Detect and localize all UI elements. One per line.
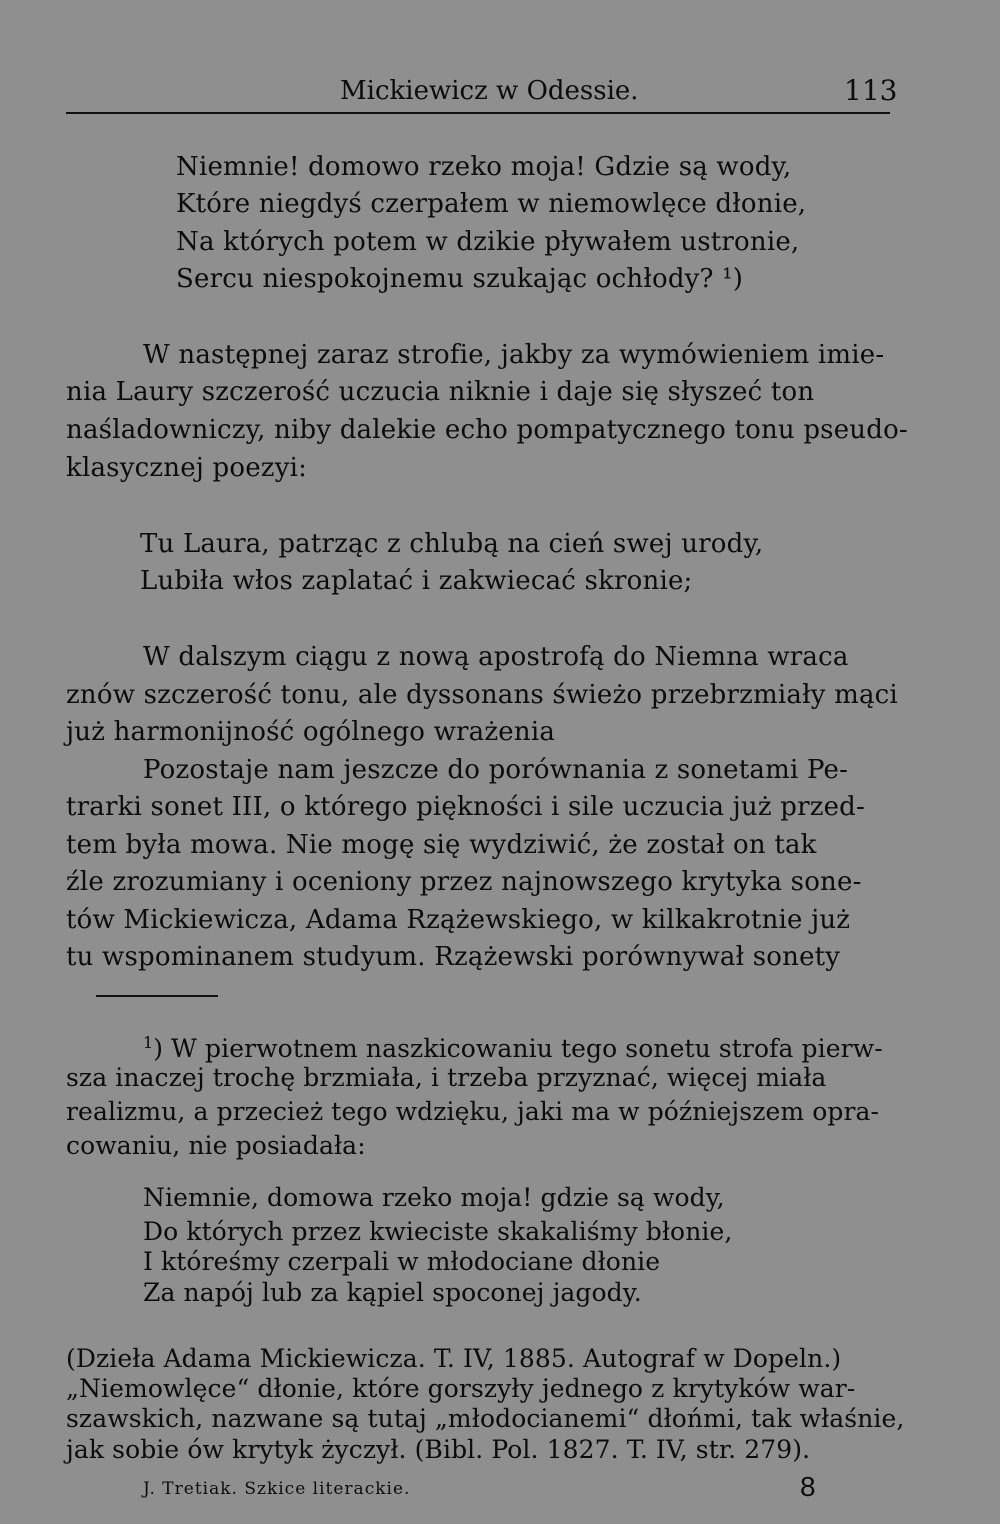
- paragraph-line: znów szczerość tonu, ale dyssonans świeżo przebrzmiały mąci: [66, 680, 898, 710]
- footnote-line: „Niemowlęce“ dłonie, które gorszyły jednego z krytyków war-: [66, 1374, 856, 1403]
- footnote-reference: ¹): [722, 264, 744, 294]
- footnote-line: (Dzieła Adama Mickiewicza. T. IV, 1885. Autograf w Dopeln.): [66, 1344, 842, 1373]
- paragraph-line: źle zrozumiany i oceniony przez najnowszego krytyka sone-: [66, 867, 862, 897]
- footnote-line: cowaniu, nie posiadała:: [66, 1131, 366, 1160]
- page-number: 113: [844, 74, 898, 107]
- paragraph-line: nia Laury szczerość uczucia niknie i daje się słyszeć ton: [66, 377, 815, 407]
- paragraph-line: W dalszym ciągu z nową apostrofą do Niemna wraca: [143, 642, 849, 672]
- poem-line: [176, 262, 743, 296]
- running-title: Mickiewicz w Odessie.: [340, 76, 639, 106]
- poem-line: Na których potem w dzikie pływałem ustronie,: [176, 227, 800, 257]
- paragraph-line: klasycznej poezyi:: [66, 453, 308, 483]
- header-rule: [66, 112, 890, 114]
- paragraph-line: tem była mowa. Nie mogę się wydziwić, że został on tak: [66, 830, 817, 860]
- poem-line-text: Sercu niespokojnemu szukając ochłody?: [176, 264, 714, 294]
- paragraph-line: tów Mickiewicza, Adama Rzążewskiego, w kilkakrotnie już: [66, 905, 851, 935]
- footnote-line-text: ) W pierwotnem naszkicowaniu tego sonetu strofa pierw-: [153, 1034, 883, 1063]
- poem-line: Które niegdyś czerpałem w niemowlęce dłonie,: [176, 189, 807, 219]
- footnote-line: jak sobie ów krytyk życzył. (Bibl. Pol. 1827. T. IV, str. 279).: [66, 1435, 811, 1464]
- paragraph-line: Pozostaje nam jeszcze do porównania z sonetami Pe-: [143, 755, 849, 785]
- paragraph-line: trarki sonet III, o którego piękności i sile uczucia już przed-: [66, 792, 866, 822]
- poem-line: Tu Laura, patrząc z chlubą na cień swej urody,: [140, 529, 764, 559]
- paragraph-line: W następnej zaraz strofie, jakby za wymówieniem imie-: [143, 340, 885, 370]
- footnote-line: realizmu, a przecież tego wdzięku, jaki ma w późniejszem opra-: [66, 1097, 880, 1126]
- paragraph-line: naśladowniczy, niby dalekie echo pompatycznego tonu pseudo-: [66, 415, 908, 445]
- poem-line: Lubiła włos zaplatać i zakwiecać skronie;: [140, 566, 693, 596]
- footnote-line: [143, 1026, 883, 1066]
- footnote-poem-line: Do których przez kwieciste skakaliśmy błonie,: [143, 1217, 733, 1246]
- footnote-line: sza inaczej trochę brzmiała, i trzeba przyznać, więcej miała: [66, 1063, 827, 1092]
- footnote-poem-line: Niemnie, domowa rzeko moja! gdzie są wody,: [143, 1183, 725, 1212]
- footnote-poem-line: Za napój lub za kąpiel spoconej jagody.: [143, 1278, 642, 1307]
- printer-signature: J. Tretiak. Szkice literackie.: [143, 1479, 411, 1499]
- paragraph-line: już harmonijność ogólnego wrażenia: [66, 717, 556, 747]
- footnote-marker: 1: [143, 1033, 154, 1052]
- footnote-line: szawskich, nazwane są tutaj „młodocianemi“ dłońmi, tak właśnie,: [66, 1404, 905, 1433]
- sheet-number: 8: [800, 1471, 816, 1502]
- poem-line: Niemnie! domowo rzeko moja! Gdzie są wody,: [176, 152, 792, 182]
- footnote-rule: [96, 995, 218, 997]
- paragraph-line: tu wspominanem studyum. Rzążewski porównywał sonety: [66, 942, 841, 972]
- footnote-poem-line: I któreśmy czerpali w młodociane dłonie: [143, 1247, 661, 1276]
